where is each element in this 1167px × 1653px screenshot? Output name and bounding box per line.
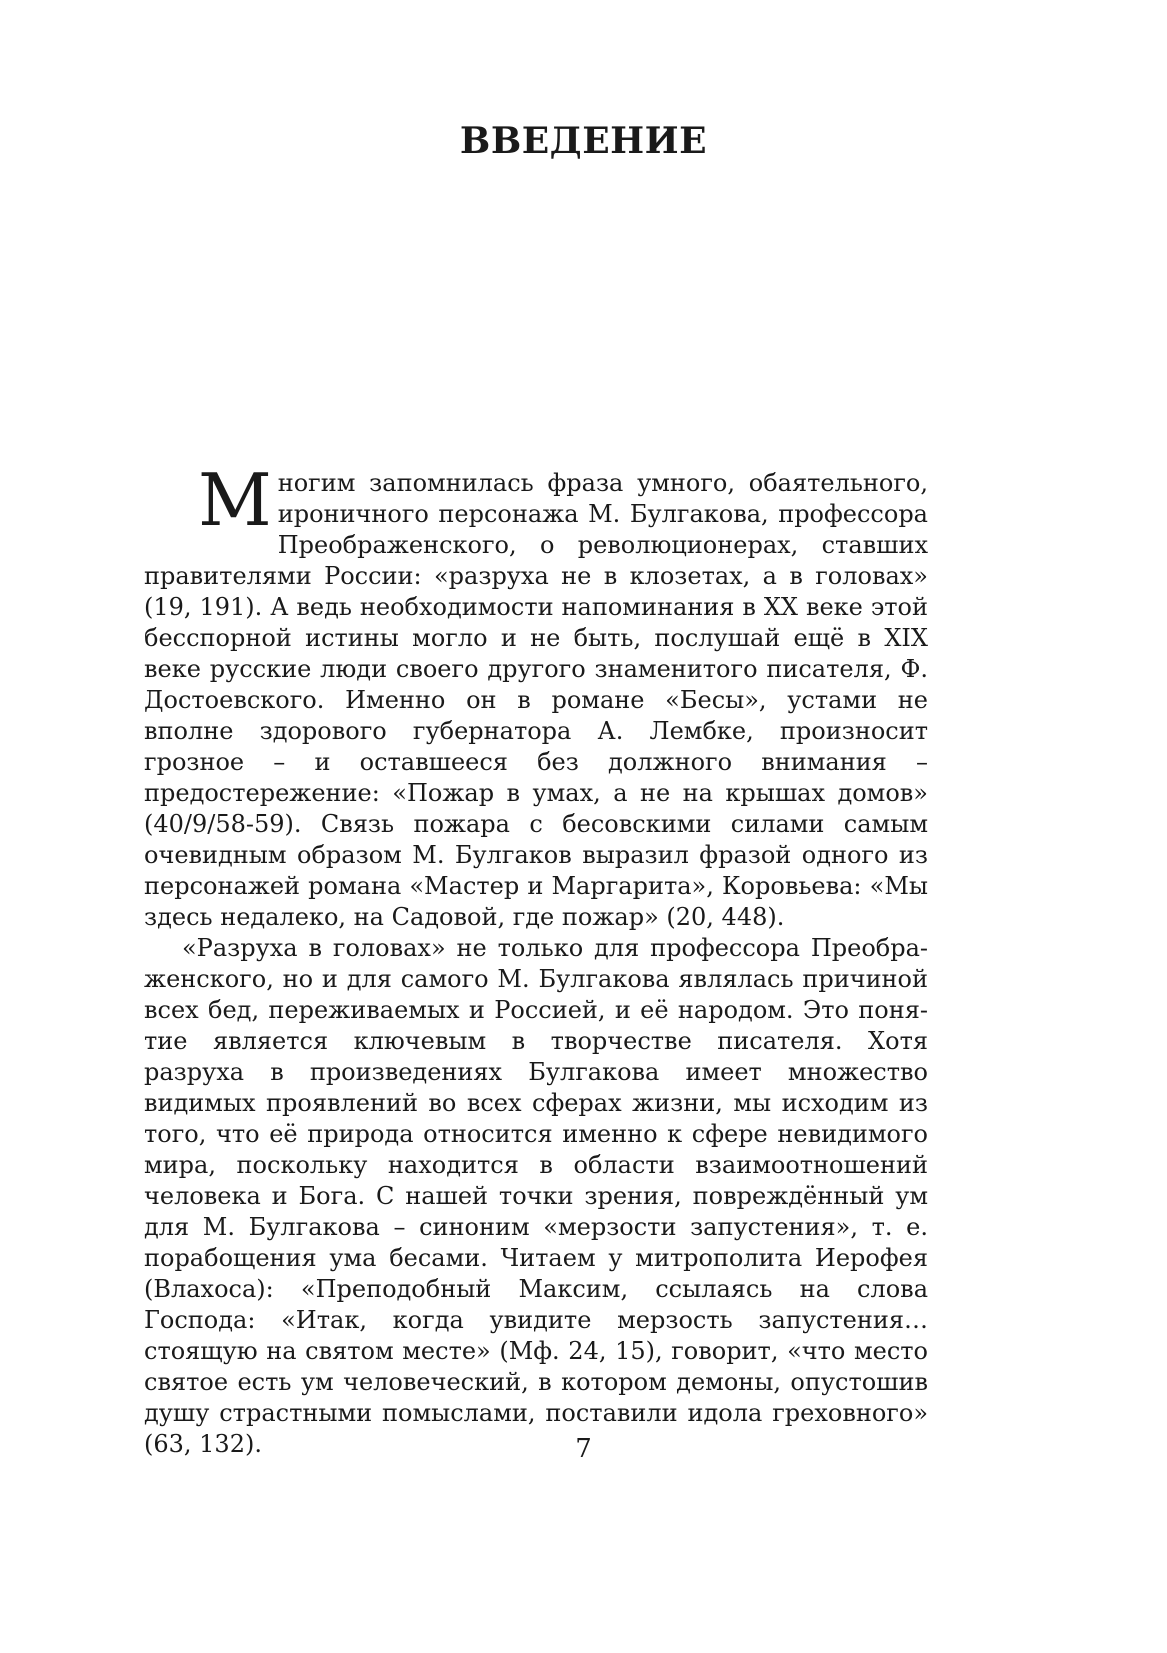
- page-number: 7: [575, 1434, 592, 1464]
- page-title: ВВЕДЕНИЕ: [459, 120, 708, 162]
- paragraph-1: [144, 458, 928, 933]
- body-text: [144, 458, 928, 1460]
- drop-cap: М: [198, 458, 272, 542]
- paragraph-2: «Разруха в головах» не только для профессора Преображенского, но и для самого М. Булгакова являлась причиной всех бед, переживаемых и Россией, и её народом. Это понятие является ключевым в творчестве писателя. Хотя разруха в произведениях Булгакова имеет множество видимых проявлений во всех сферах жизни, мы исходим из того, что её природа относится именно к сфере невидимого мира, поскольку находится в области взаимоотношений человека и Бога. С нашей точки зрения, повреждённый ум для М. Булгакова – синоним «мерзости запустения», т. е. порабощения ума бесами. Читаем у митрополита Иерофея (Влахоса): «Преподобный Максим, ссылаясь на слова Господа: «Итак, когда увидите мерзость запустения… стоящую на святом месте» (Мф. 24, 15), говорит, «что место святое есть ум человеческий, в котором демоны, опустошив душу страстными помыслами, поставили идола греховного» (63, 132).: [144, 934, 928, 1458]
- paragraph-1-text: ногим запомнилась фраза умного, обаятельного, ироничного персонажа М. Булгакова, профессора Преображенского, о революционерах, ставших правителями России: «разруха не в клозетах, а в головах» (19, 191). А ведь необходимости напоминания в XX веке этой бесспорной истины могло и не быть, послушай ещё в XIX веке русские люди своего другого знаменитого писателя, Ф. Достоевского. Именно он в романе «Бесы», устами не вполне здорового губернатора А. Лембке, произносит грозное – и оставшееся без должного внимания – предостережение: «Пожар в умах, а не на крышах домов» (40/9/58-59). Связь пожара с бесовскими силами самым очевидным образом М. Булгаков выразил фразой одного из персонажей романа «Мастер и Маргарита», Коровьева: «Мы здесь недалеко, на Садовой, где пожар» (20, 448).: [144, 469, 928, 931]
